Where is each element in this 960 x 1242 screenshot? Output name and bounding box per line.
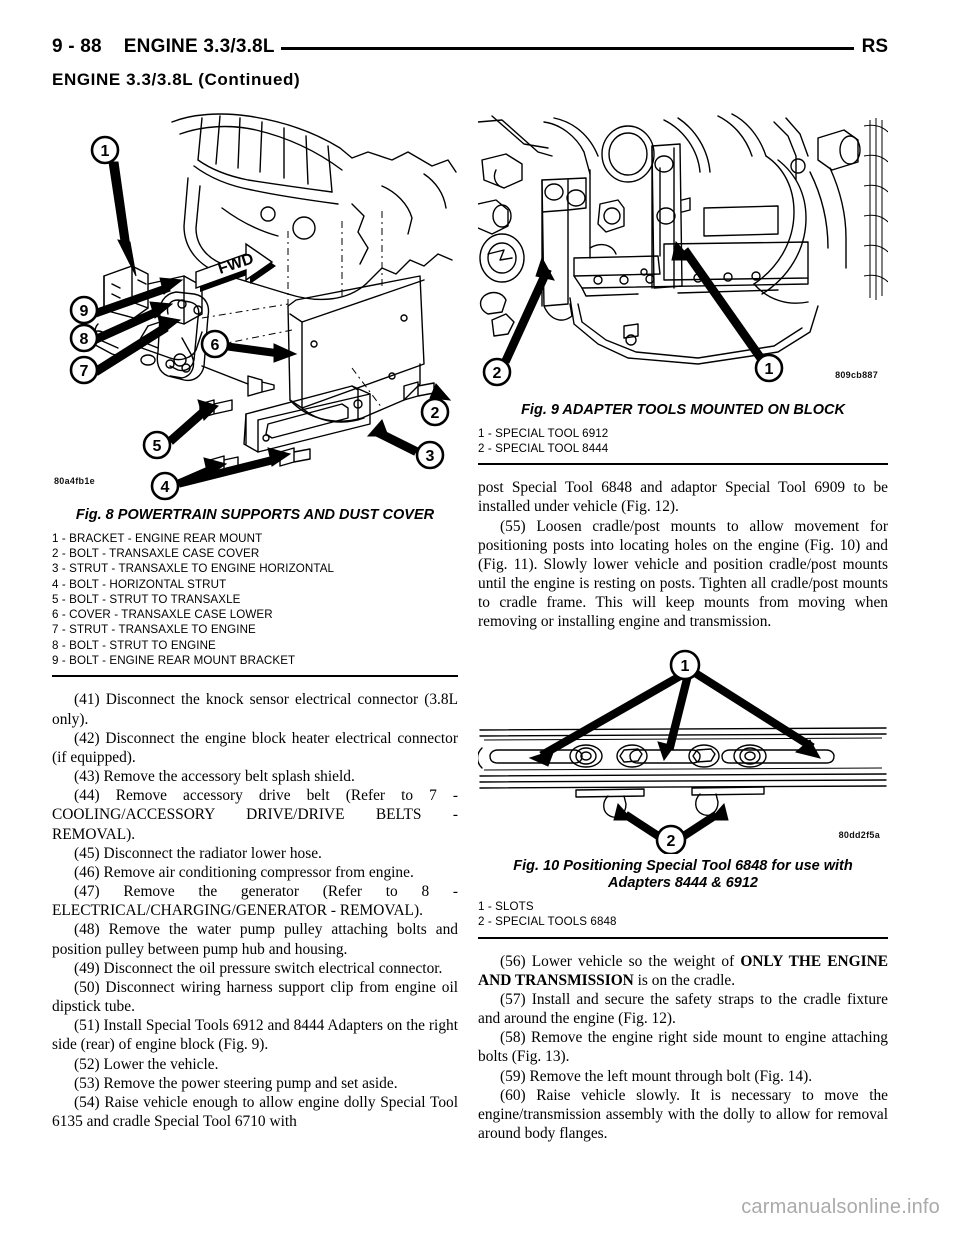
figure-10-separator bbox=[478, 937, 888, 939]
figure-8-callout-3 bbox=[417, 442, 443, 468]
figure-8-callout-7 bbox=[71, 357, 97, 383]
figure-9-caption: Fig. 9 ADAPTER TOOLS MOUNTED ON BLOCK bbox=[521, 402, 845, 418]
figure-8-callout-6 bbox=[202, 331, 228, 357]
figure-10-caption-line1: Fig. 10 Positioning Special Tool 6848 for use with bbox=[513, 857, 853, 874]
callout-label: 1 bbox=[680, 657, 690, 675]
step-41: (41) Disconnect the knock sensor electrical connector (3.8L only). bbox=[52, 691, 458, 728]
figure-9-image-code: 809cb887 bbox=[835, 370, 878, 380]
header-section-title: ENGINE 3.3/3.8L bbox=[123, 36, 275, 57]
figure-9-separator bbox=[478, 463, 888, 465]
figure-8-legend bbox=[52, 531, 458, 669]
figure-9-callout-1 bbox=[756, 355, 782, 381]
callout-label: 1 bbox=[100, 143, 110, 160]
figure-8-caption: Fig. 8 POWERTRAIN SUPPORTS AND DUST COVER bbox=[75, 507, 435, 523]
figure-10-linedrawing bbox=[478, 644, 888, 854]
step-57: (57) Install and secure the safety straps to the cradle fixture and around the engine (Fig. 12). bbox=[478, 990, 888, 1028]
callout-label: 3 bbox=[425, 448, 435, 465]
step-56 bbox=[478, 952, 888, 990]
callout-label: 2 bbox=[492, 365, 502, 382]
figure-8-callout-4 bbox=[152, 473, 178, 499]
step-54: (54) Raise vehicle enough to allow engine dolly Special Tool 6135 and cradle Special Tool 6710 with bbox=[52, 1093, 458, 1131]
callout-label: 7 bbox=[79, 363, 89, 380]
step-51: (51) Install Special Tools 6912 and 8444 Adapters on the right side (rear) of engine block (Fig. 9). bbox=[52, 1017, 458, 1054]
legend-item: 2 - SPECIAL TOOL 8444 bbox=[478, 441, 609, 455]
figure-10-caption-line2: Adapters 8444 & 6912 bbox=[608, 875, 758, 892]
step-56-prefix: (56) Lower vehicle so the weight of bbox=[500, 952, 741, 970]
figure-8-callout-1 bbox=[92, 137, 118, 163]
figure-8-image-code: 80a4fb1e bbox=[54, 476, 95, 486]
step-42: (42) Disconnect the engine block heater electrical connector (if equipped). bbox=[52, 729, 458, 766]
figure-8-separator bbox=[52, 675, 458, 677]
callout-label: 2 bbox=[666, 832, 676, 850]
fwd-label: FWD bbox=[215, 250, 256, 278]
left-column bbox=[52, 108, 458, 1131]
figure-10-callout-1 bbox=[671, 651, 699, 679]
figure-8-callout-9 bbox=[71, 297, 97, 323]
fwd-arrow bbox=[196, 244, 276, 292]
figure-10-artwork bbox=[478, 644, 888, 854]
step-46: (46) Remove air conditioning compressor from engine. bbox=[74, 863, 414, 881]
callout-label: 8 bbox=[79, 331, 89, 348]
figure-8-callout-5 bbox=[144, 432, 170, 458]
figure-10-image-code: 80dd2f5a bbox=[838, 829, 880, 840]
legend-item: 5 - BOLT - STRUT TO TRANSAXLE bbox=[52, 592, 241, 606]
figure-8-callout-2 bbox=[422, 399, 448, 425]
legend-item: 1 - SPECIAL TOOL 6912 bbox=[478, 426, 609, 440]
callout-label: 6 bbox=[210, 337, 220, 354]
legend-item: 7 - STRUT - TRANSAXLE TO ENGINE bbox=[52, 623, 256, 637]
step-50: (50) Disconnect wiring harness support clip from engine oil dipstick tube. bbox=[52, 978, 458, 1016]
callout-label: 2 bbox=[430, 405, 440, 422]
figure-10 bbox=[478, 644, 888, 939]
figure-9-callout-2 bbox=[484, 359, 510, 385]
figure-10-legend bbox=[478, 899, 888, 930]
left-column-steps bbox=[52, 690, 458, 1131]
legend-item: 9 - BOLT - ENGINE REAR MOUNT BRACKET bbox=[52, 654, 296, 668]
figure-10-callout-leaders bbox=[530, 668, 820, 844]
step-45: (45) Disconnect the radiator lower hose. bbox=[74, 844, 322, 862]
legend-item: 1 - BRACKET - ENGINE REAR MOUNT bbox=[52, 531, 263, 545]
step-55: (55) Loosen cradle/post mounts to allow movement for positioning posts into locating holes on the engine (Fig. 10) and (Fig. 11). Slowly lower vehicle and position cradle/post mounts until the engine is resting on posts. Tighten all cradle/post mounts to cradle frame. This will keep mounts from moving when removing or installing engine and transmission. bbox=[478, 517, 888, 631]
step-53: (53) Remove the power steering pump and set aside. bbox=[74, 1074, 398, 1092]
step-44: (44) Remove accessory drive belt (Refer to 7 - COOLING/ACCESSORY DRIVE/DRIVE BELTS - REMOVAL). bbox=[52, 787, 458, 843]
legend-item: 1 - SLOTS bbox=[478, 900, 534, 914]
step-47: (47) Remove the generator (Refer to 8 - ELECTRICAL/CHARGING/GENERATOR - REMOVAL). bbox=[52, 883, 458, 920]
right-column-steps-bottom bbox=[478, 952, 888, 1144]
callout-label: 1 bbox=[764, 361, 774, 378]
manual-code: RS bbox=[861, 36, 888, 57]
callout-label: 9 bbox=[79, 303, 89, 320]
step-49: (49) Disconnect the oil pressure switch electrical connector. bbox=[74, 959, 443, 977]
step-60: (60) Raise vehicle slowly. It is necessary to move the engine/transmission assembly with the dolly to allow for removal around body flanges. bbox=[478, 1086, 888, 1143]
figure-9-artwork bbox=[478, 108, 888, 398]
legend-item: 8 - BOLT - STRUT TO ENGINE bbox=[52, 638, 216, 652]
legend-item: 3 - STRUT - TRANSAXLE TO ENGINE HORIZONTAL bbox=[52, 562, 335, 576]
site-watermark: carmanualsonline.info bbox=[741, 1196, 940, 1218]
figure-8-artwork bbox=[52, 108, 458, 503]
legend-item: 2 - SPECIAL TOOLS 6848 bbox=[478, 915, 617, 929]
page-header bbox=[52, 34, 888, 60]
figure-8-linedrawing bbox=[52, 108, 458, 503]
right-column-steps-top bbox=[478, 478, 888, 631]
figure-9 bbox=[478, 108, 888, 465]
step-56-suffix: is on the cradle. bbox=[633, 971, 736, 989]
figure-8 bbox=[52, 108, 458, 677]
step-52: (52) Lower the vehicle. bbox=[74, 1055, 219, 1073]
callout-label: 5 bbox=[152, 438, 162, 455]
figure-9-linedrawing bbox=[478, 108, 888, 398]
step-56-emphasis: ONLY THE ENGINE AND TRANSMISSION bbox=[478, 952, 889, 989]
legend-item: 6 - COVER - TRANSAXLE CASE LOWER bbox=[52, 608, 273, 622]
legend-item: 4 - BOLT - HORIZONTAL STRUT bbox=[52, 577, 227, 591]
continued-heading: ENGINE 3.3/3.8L (Continued) bbox=[52, 70, 301, 89]
right-column bbox=[478, 108, 888, 1143]
step-58: (58) Remove the engine right side mount to engine attaching bolts (Fig. 13). bbox=[478, 1029, 888, 1066]
continuation-paragraph: post Special Tool 6848 and adaptor Special Tool 6909 to be installed under vehicle (Fig. 12). bbox=[478, 479, 888, 516]
figure-8-callout-8 bbox=[71, 325, 97, 351]
figure-10-caption bbox=[478, 858, 888, 893]
step-48: (48) Remove the water pump pulley attaching bolts and position pulley between pump hub and housing. bbox=[52, 921, 458, 958]
header-rule bbox=[281, 47, 854, 50]
figure-9-legend bbox=[478, 426, 888, 457]
step-59: (59) Remove the left mount through bolt (Fig. 14). bbox=[500, 1067, 813, 1085]
figure-10-callout-2 bbox=[657, 826, 685, 854]
legend-item: 2 - BOLT - TRANSAXLE CASE COVER bbox=[52, 546, 260, 560]
step-43: (43) Remove the accessory belt splash shield. bbox=[74, 768, 355, 786]
page-number: 9 - 88 bbox=[52, 36, 102, 57]
callout-label: 4 bbox=[160, 479, 170, 496]
